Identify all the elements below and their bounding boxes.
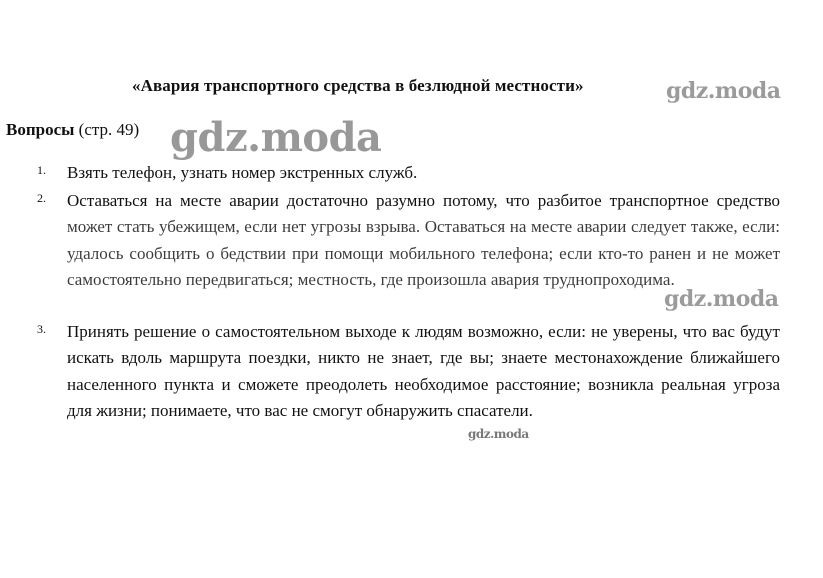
- watermark: gdz.moda: [664, 286, 779, 312]
- questions-heading: [6, 120, 139, 140]
- document-title: «Авария транспортного средства в безлюдной местности»: [132, 76, 584, 95]
- item-number: 2.: [37, 191, 46, 205]
- questions-label: Вопросы: [6, 120, 75, 139]
- item-number: 3.: [37, 322, 46, 336]
- item-text: Принять решение о самостоятельном выходе к людям возможно, если: не уверены, что вас будут искать вдоль маршрута поездки, никто не знает, где вы; знаете местонахождение ближайшего населенного пункта и сможете преодолеть необходимое расстояние; возникла реальная угроза для жизни; понимаете, что вас не смогут обнаружить спасатели.: [67, 322, 780, 421]
- watermark: gdz.moda: [468, 427, 529, 441]
- item-number: 1.: [37, 163, 46, 177]
- item-text: Взять телефон, узнать номер экстренных служб.: [67, 163, 418, 182]
- item-text: Оставаться на месте аварии достаточно разумно потому, что разбитое транспортное средство может стать убежищем, если нет угрозы взрыва. Оставаться на месте аварии следует также, если: удалось сообщить о бедствии при помощи мобильного телефона; если кто-то ранен и не может самостоятельно передвигаться; местность, где произошла авария труднопроходима.: [67, 191, 780, 290]
- questions-page-ref: (стр. 49): [78, 120, 140, 139]
- watermark: gdz.moda: [170, 114, 382, 161]
- watermark: gdz.moda: [666, 78, 781, 104]
